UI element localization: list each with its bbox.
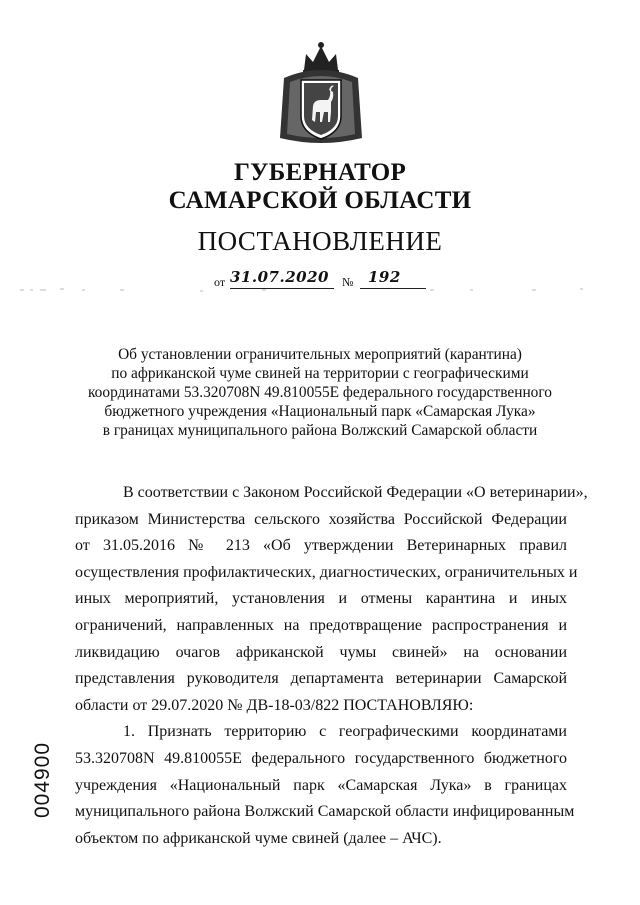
number-label: №	[342, 275, 354, 289]
side-serial-number	[30, 730, 56, 830]
body-line: ликвидацию очагов африканской чумы свиней» на основании	[75, 643, 567, 661]
title-line: бюджетного учреждения «Национальный парк «Самарская Лука»	[104, 403, 536, 420]
header-line-region: САМАРСКОЙ ОБЛАСТИ	[168, 187, 472, 214]
date-value: 31.07.2020	[230, 268, 329, 286]
faint-scan-marks	[0, 286, 640, 294]
body-line: приказом Министерства сельского хозяйства Российской Федерации	[75, 510, 567, 528]
body-line: 1. Признать территорию с географическими координатами	[123, 723, 567, 741]
decree-body	[75, 480, 588, 852]
body-line: 53.320708N 49.810055E федерального государственного бюджетного	[75, 749, 567, 767]
body-line: муниципального района Волжский Самарской области инфицированным	[75, 803, 575, 821]
title-line: Об установлении ограничительных мероприятий (карантина)	[118, 346, 522, 363]
header-line-governor: ГУБЕРНАТОР	[233, 159, 407, 186]
body-line: В соответствии с Законом Российской Федерации «О ветеринарии»,	[123, 484, 588, 501]
title-line: по африканской чуме свиней на территории с географическими	[111, 365, 529, 382]
coat-of-arms-emblem	[276, 40, 366, 148]
body-line: области от 29.07.2020 № ДВ-18-03/822 ПОСТАНОВЛЯЮ:	[75, 696, 474, 714]
body-line: представления руководителя департамента ветеринарии Самарской	[75, 670, 567, 688]
document-type-title: ПОСТАНОВЛЕНИЕ	[197, 226, 443, 256]
body-line: учреждения «Национальный парк «Самарская Лука» в границах	[75, 776, 567, 794]
decree-title	[60, 345, 580, 440]
title-line: координатами 53.320708N 49.810055E федерального государственного	[87, 384, 553, 401]
number-value: 192	[368, 268, 401, 286]
body-line: осуществления профилактических, диагностических, ограничительных и	[75, 563, 578, 581]
date-label: от	[214, 275, 226, 289]
side-serial-number-text: 004900	[31, 741, 54, 819]
title-line: в границах муниципального района Волжский Самарской области	[102, 422, 538, 439]
body-line: объектом по африканской чуме свиней (далее – АЧС).	[75, 829, 442, 847]
body-line: ограничений, направленных на предотвращение распространения и	[75, 616, 567, 634]
body-line: иных мероприятий, установления и отмены карантина и иных	[75, 590, 567, 608]
body-line: от 31.05.2016 № 213 «Об утверждении Ветеринарных правил	[75, 537, 567, 555]
